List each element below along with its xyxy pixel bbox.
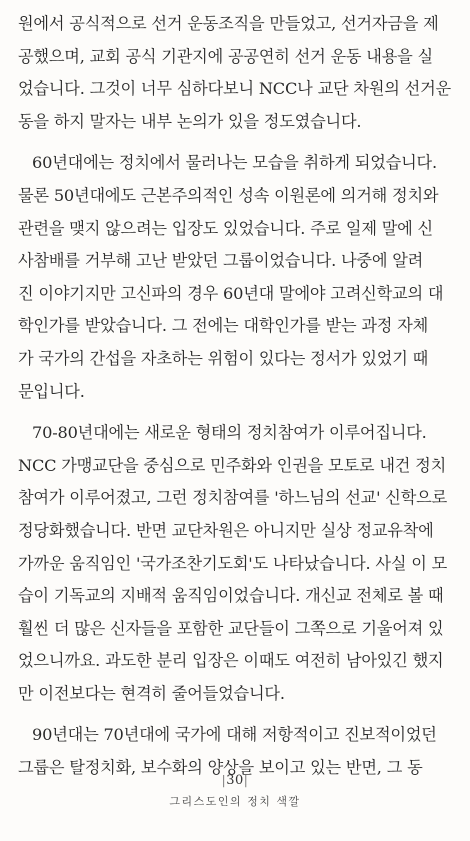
text-line: 가까운 움직임인 '국가조찬기도회'도 나타났습니다. 사실 이 모	[18, 553, 448, 573]
text-line: 참여가 이루어졌고, 그런 정치참여를 '하느님의 선교' 신학으로	[18, 488, 448, 508]
text-line: 60년대에는 정치에서 물러나는 모습을 취하게 되었습니다.	[32, 153, 437, 173]
page-number: |30|	[221, 773, 249, 788]
text-line: 물론 50년대에도 근본주의적인 성속 이원론에 의거해 정치와	[18, 185, 439, 205]
text-line: 사참배를 거부해 고난 받았던 그룹이었습니다. 나중에 알려	[18, 251, 424, 271]
text-line: 었습니다. 그것이 너무 심하다보니 NCC나 교단 차원의 선거운	[18, 79, 451, 99]
text-line: 훨씬 더 많은 신자들을 포함한 교단들이 그쪽으로 기울어져 있	[18, 618, 444, 638]
text-line: 학인가를 받았습니다. 그 전에는 대학인가를 받는 과정 자체	[18, 316, 429, 336]
text-line: 공했으며, 교회 공식 기관지에 공공연히 선거 운동 내용을 실	[18, 46, 433, 66]
text-line: 가 국가의 간섭을 자초하는 위험이 있다는 정서가 있었기 때	[18, 348, 429, 368]
text-line: 원에서 공식적으로 선거 운동조직을 만들었고, 선거자금을 제	[18, 14, 439, 33]
running-footer-title: 그리스도인의 정치 색깔	[169, 795, 301, 808]
text-line: 그룹은 탈정치화, 보수화의 양상을 보이고 있는 반면, 그 동	[18, 758, 423, 778]
page-number-value: 30	[226, 773, 244, 788]
text-line: 정당화했습니다. 반면 교단차원은 아니지만 실상 정교유착에	[18, 520, 434, 540]
text-line: 진 이야기지만 고신파의 경우 60년대 말에야 고려신학교의 대	[18, 283, 444, 303]
text-line: 70-80년대에는 새로운 형태의 정치참여가 이루어집니다.	[32, 423, 427, 443]
text-line: 90년대는 70년대에 국가에 대해 저항적이고 진보적이었던	[32, 725, 437, 745]
text-line: 문입니다.	[18, 381, 85, 401]
text-line: 습이 기독교의 지배적 움직임이었습니다. 개신교 전체로 볼 때	[18, 586, 444, 606]
text-line: 관련을 맺지 않으려는 입장도 있었습니다. 주로 일제 말에 신	[18, 218, 433, 238]
text-line: 동을 하지 말자는 내부 논의가 있을 정도였습니다.	[18, 111, 362, 131]
text-line: NCC 가맹교단을 중심으로 민주화와 인권을 모토로 내건 정치	[18, 455, 447, 475]
body-text	[18, 8, 454, 785]
text-line: 었으니까요. 과도한 분리 입장은 이때도 여전히 남아있긴 했지	[18, 651, 444, 671]
text-line: 만 이전보다는 현격히 줄어들었습니다.	[18, 683, 285, 703]
